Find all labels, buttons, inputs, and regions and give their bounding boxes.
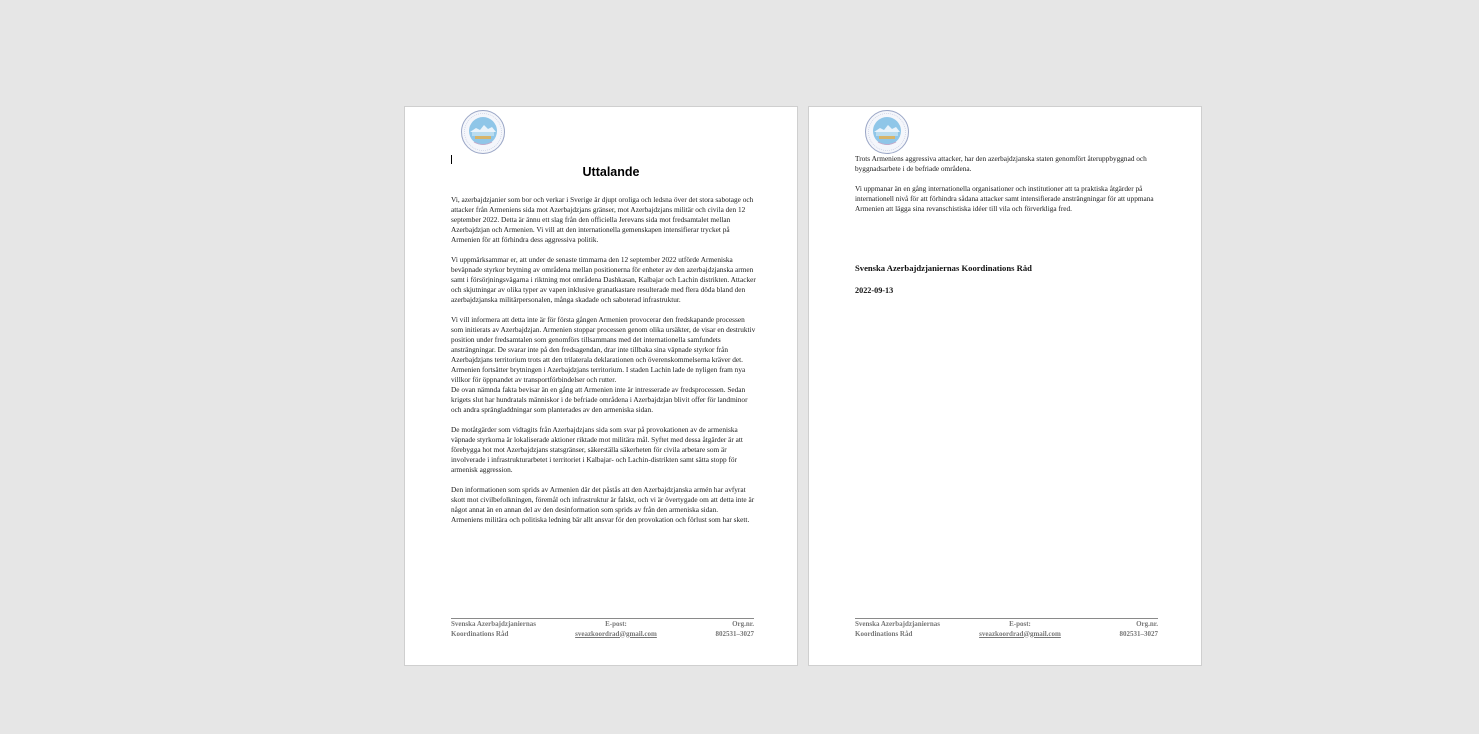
paragraph: Vi uppmanar än en gång internationella organisationer och institutioner att ta praktiska åtgärder på internationell nivå för att förhindra sådana attacker samt intensifierade ansträngningar för att uppmana Armenien att lägga sina revanschistiska idéer till vila och förverkliga fred. [855, 184, 1154, 213]
footer-org-line: Svenska Azerbajdzjaniernas [855, 620, 940, 628]
signature-organization: Svenska Azerbajdzjaniernas Koordinations Råd [855, 263, 1032, 273]
paragraph: Trots Armeniens aggressiva attacker, har den azerbajdzjanska staten genomfört återuppbyggnad och byggnadsarbete i de befriade områdena. [855, 154, 1147, 173]
council-emblem-icon [460, 109, 506, 155]
signature-date: 2022-09-13 [855, 286, 894, 295]
text-cursor [451, 155, 452, 164]
paragraph: De motåtgärder som vidtagits från Azerbajdzjans sida som svar på provokationen av de armeniska väpnade styrkorna är lokaliserade aktioner riktade mot militära mål. Syftet med dessa åtgärder är att förebygga hot mot Azerbajdzjans statsgränser, säkerställa säkerheten för civila arbetare som är involverade i infrastrukturarbetet i territoriet i Kalbajar- och Lachin-distrikten samt sätta stopp för armenisk aggression. [451, 425, 743, 474]
document-page-2 [808, 106, 1202, 666]
footer-orgnr-label: Org.nr. [1136, 620, 1158, 628]
footer-org-line: Svenska Azerbajdzjaniernas [451, 620, 536, 628]
paragraph: Vi, azerbajdzjanier som bor och verkar i Sverige är djupt oroliga och ledsna över det stora sabotage och attacker från Armeniens sida mot Azerbajdzjans gränser, mot Azerbajdzjans militär och civila den 12 september 2022. Detta är ännu ett slag från den officiella Jerevans sida mot fredsamtalet mellan Azerbajdzjan och Armenien. Vi vill att den internationella gemenskapen intensifierar trycket på Armenien för att förhindra dess aggressiva politik. [451, 195, 754, 244]
footer-org-line: Koordinations Råd [855, 629, 913, 638]
paragraph: Vi vill informera att detta inte är för första gången Armenien provocerar den fredskapande processen som initierats av Azerbajdzjan. Armenien stoppar processen genom olika ursäkter, de visar en destruktiv position under fredsamtalen som genomförs tillsammans med det internationella samfundets ansträngningar. De svarar inte på den fredsagendan, drar inte tillbaka sina väpnade styrkor från Azerbajdzjans territorium trots att den trilaterala deklarationen och överenskommelserna kräver det. Armenien fortsätter brytningen i Azerbajdzjans territorium. I staden Lachin lade de nyligen fram nya villkor för öppnandet av transportförbindelser och rutter. De ovan nämnda fakta bevisar än en gång att Armenien inte är intresserade av fredsprocessen. Sedan krigets slut har hundratals människor i de befriade områdena i Azerbajdzjan blivit offer för landminor och andra sprängladdningar som planterades av den armeniska sidan. [451, 315, 756, 414]
page-footer [451, 618, 754, 638]
paragraph: Vi uppmärksammar er, att under de senaste timmarna den 12 september 2022 utförde Armeniska beväpnade styrkor brytning av områdena mellan positionerna för enheter av den azerbajdzjanska armen samt i försörjningsvägarna i riktning mot områdena Dashkasan, Kalbajar och Lachin distrikten. Attacker och skjutningar av olika typer av vapen inklusive granatkastare resulterade med flera döda bland den azerbajdzjanska militärpersonalen, många skadade och saboterad infrastruktur. [451, 255, 756, 304]
document-body [451, 195, 757, 535]
footer-orgnr [716, 620, 755, 639]
footer-org-line: Koordinations Råd [451, 629, 509, 638]
footer-organization [451, 620, 536, 639]
footer-email-link[interactable]: sveazkoordrad@gmail.com [575, 629, 657, 638]
footer-orgnr [1120, 620, 1159, 639]
document-body [855, 154, 1155, 224]
footer-orgnr-value: 802531–3027 [1119, 629, 1158, 638]
document-title: Uttalande [582, 165, 640, 179]
paragraph: Den informationen som sprids av Armenien där det påstås att den Azerbajdzjanska armén har avfyrat skott mot civilbefolkningen, föremål och infrastruktur är falskt, och vi är övertygade om att detta inte är något annat än en annan del av den desinformation som sprids av från den armeniska sidan. Armeniens militära och politiska ledning bär allt ansvar för den provokation och förlust som har skett. [451, 485, 755, 524]
council-emblem-icon [864, 109, 910, 155]
footer-email [971, 620, 1069, 639]
footer-email [567, 620, 665, 639]
footer-email-label: E-post: [1009, 620, 1031, 628]
footer-orgnr-value: 802531–3027 [715, 629, 754, 638]
page-footer [855, 618, 1158, 638]
footer-organization [855, 620, 940, 639]
footer-orgnr-label: Org.nr. [732, 620, 754, 628]
footer-email-link[interactable]: sveazkoordrad@gmail.com [979, 629, 1061, 638]
document-page-1 [404, 106, 798, 666]
footer-email-label: E-post: [605, 620, 627, 628]
